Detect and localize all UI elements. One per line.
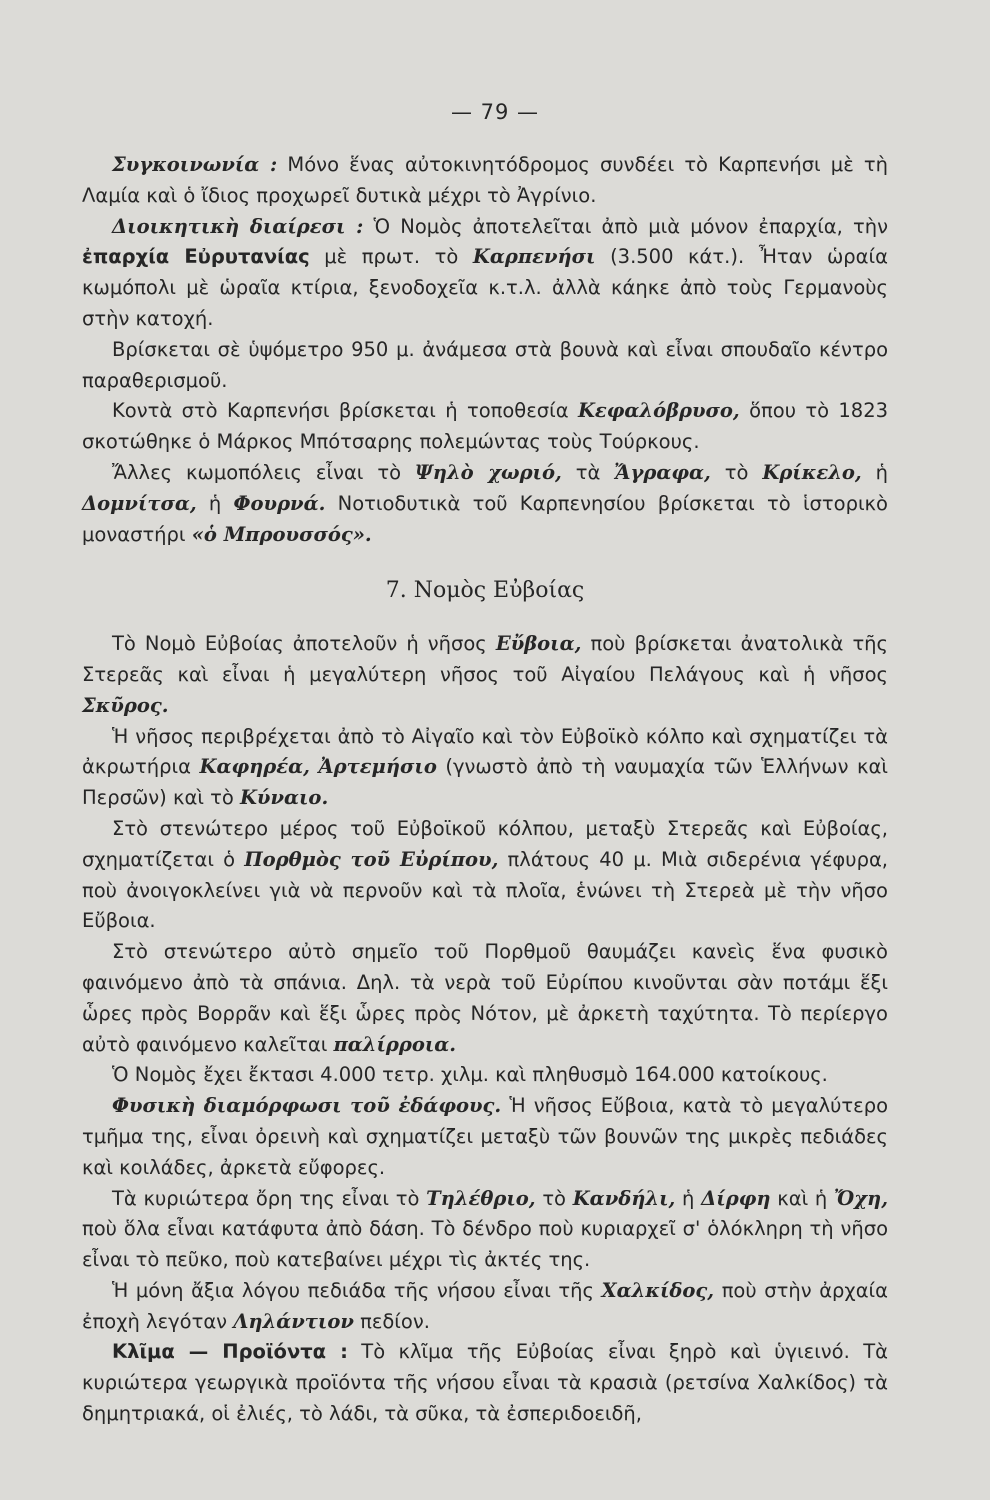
- page-body: [82, 150, 888, 1430]
- emphasis: Κύναιο.: [239, 786, 329, 810]
- emphasis: Δίρφη: [701, 1186, 771, 1210]
- text: ἡ: [196, 491, 234, 515]
- emphasis: Κανδήλι,: [572, 1186, 676, 1210]
- text: Τὰ κυριώτερα ὄρη της εἶναι τὸ: [112, 1186, 427, 1210]
- emphasis: Χαλκίδος,: [601, 1278, 715, 1302]
- text: Στὸ στενώτερο αὐτὸ σημεῖο τοῦ Πορθμοῦ θαυμάζει κανεὶς ἕνα φυσικὸ φαινόμενο ἀπὸ τὰ σπάνια. Δηλ. τὰ νερὰ τοῦ Εὐρίπου κινοῦνται σὰν ποτάμι ἕξι ὧρες πρὸς Βορρᾶν καὶ ἕξι ὧρες πρὸς Νότον, μὲ ἀρκετὴ ταχύτητα. Τὸ περίεργο αὐτὸ φαινόμενο καλεῖται: [82, 940, 888, 1056]
- emphasis: παλίρροια.: [333, 1032, 457, 1056]
- emphasis: Δομνίτσα,: [82, 491, 197, 515]
- text: ὅπου τὸ 1823 σκοτώθηκε ὁ Μάρκος Μπότσαρης πολεμώντας τοὺς Τούρκους.: [82, 399, 889, 454]
- emphasis: Σκῦρος.: [82, 693, 169, 717]
- paragraph-tides: [82, 937, 888, 1060]
- text: ποὺ βρίσκεται ἀνατολικὰ τῆς Στερεᾶς καὶ εἶναι ἡ μεγαλύτερη νῆσος τοῦ Αἰγαίου Πελάγους καὶ ἡ νῆσος: [82, 632, 888, 686]
- paragraph-mountains: [82, 1184, 888, 1276]
- page-number: — 79 —: [450, 100, 540, 124]
- text: πλάτους 40 μ. Μιὰ σιδερένια γέφυρα, ποὺ ἀνοιγοκλείνει γιὰ νὰ περνοῦν καὶ τὰ πλοῖα, ἑνώνει τὴ Στερεὰ μὲ τὴν νῆσο Εὔβοια.: [82, 847, 889, 933]
- emphasis: Ψηλὸ χωριό,: [414, 460, 562, 484]
- text: Ἡ μόνη ἄξια λόγου πεδιάδα τῆς νήσου εἶναι τῆς: [112, 1278, 602, 1302]
- text: ἡ: [861, 460, 888, 484]
- text: Ἄλλες κωμοπόλεις εἶναι τὸ: [112, 460, 415, 484]
- text: (γνωστὸ ἀπὸ τὴ ναυμαχία τῶν Ἑλλήνων καὶ Περσῶν) καὶ τὸ: [82, 755, 888, 810]
- emphasis: «ὁ Μπρουσσός».: [191, 522, 372, 546]
- label-admin-division: Διοικητικὴ διαίρεσι :: [112, 214, 364, 238]
- emphasis: Εὔβοια,: [495, 632, 582, 656]
- text: τὰ: [561, 460, 615, 484]
- paragraph-altitude: Βρίσκεται σὲ ὑψόμετρο 950 μ. ἀνάμεσα στὰ βουνὰ καὶ εἶναι σπουδαῖο κέντρο παραθερισμοῦ.: [82, 337, 888, 392]
- emphasis: Κρίκελο,: [762, 460, 862, 484]
- emphasis: Ὄχη,: [834, 1186, 888, 1210]
- text: Τὸ κλῖμα τῆς Εὐβοίας εἶναι ξηρὸ καὶ ὑγιεινό. Τὰ κυριώτερα γεωργικὰ προϊόντα τῆς νήσου εἶναι τὰ κρασιὰ (ρετσίνα Χαλκίδος) τὰ δημητριακά, οἱ ἐλιές, τὸ λάδι, τὰ σῦκα, τὰ ἐσπεριδοειδῆ,: [82, 1340, 888, 1426]
- emphasis: Καρπενήσι: [472, 245, 596, 269]
- paragraph-euripus: [82, 814, 888, 937]
- text: Μόνο ἕνας αὐτοκινητόδρομος συνδέει τὸ Καρπενήσι μὲ τὴ Λαμία καὶ ὁ ἴδιος προχωρεῖ δυτικὰ μέχρι τὸ Ἀγρίνιο.: [82, 153, 888, 207]
- paragraph-communication: [82, 150, 888, 212]
- text: πεδίον.: [353, 1309, 430, 1333]
- paragraph-capes: [82, 722, 888, 814]
- paragraph-evia-intro: [82, 629, 888, 721]
- emphasis: Φουρνά.: [233, 491, 326, 515]
- paragraph-kefalovryso: [82, 396, 888, 458]
- paragraph-terrain: [82, 1091, 888, 1183]
- text: μὲ πρωτ. τὸ: [309, 245, 473, 269]
- text: Ὁ Νομὸς ἀποτελεῖται ἀπὸ μιὰ μόνον ἐπαρχία, τὴν: [363, 214, 888, 238]
- text: ποὺ στὴν ἀρχαία ἐποχὴ λεγόταν: [82, 1278, 889, 1333]
- paragraph-admin-division: [82, 212, 888, 335]
- paragraph-area-population: Ὁ Νομὸς ἔχει ἔκτασι 4.000 τετρ. χιλμ. καὶ πληθυσμὸ 164.000 κατοίκους.: [112, 1063, 828, 1087]
- paragraph-climate-products: [82, 1337, 888, 1429]
- paragraph-towns: [82, 458, 888, 550]
- emphasis: Ἄγραφα,: [614, 460, 711, 484]
- emphasis: Πορθμὸς τοῦ Εὐρίπου,: [244, 847, 499, 871]
- text: ποὺ ὅλα εἶναι κατάφυτα ἀπὸ δάση. Τὸ δένδρο ποὺ κυριαρχεῖ σ' ὁλόκληρη τὴ νῆσο εἶναι τὸ πεῦκο, ποὺ κατεβαίνει μέχρι τὶς ἀκτές της.: [82, 1217, 888, 1272]
- label-climate: Κλῖμα — Προϊόντα :: [112, 1340, 348, 1364]
- emphasis: Καφηρέα,: [199, 755, 310, 779]
- text: (3.500 κάτ.). Ἦταν ὡραία κωμόπολι μὲ ὡραῖα κτίρια, ξενοδοχεῖα κ.τ.λ. ἀλλὰ κάηκε ἀπὸ τοὺς Γερμανοὺς στὴν κατοχή.: [82, 245, 888, 330]
- paragraph-plain: [82, 1276, 888, 1338]
- text: Νοτιοδυτικὰ τοῦ Καρπενησίου βρίσκεται τὸ ἱστορικὸ μοναστήρι: [82, 491, 888, 546]
- text: Κοντὰ στὸ Καρπενήσι βρίσκεται ἡ τοποθεσία: [112, 399, 578, 423]
- text: καὶ ἡ: [770, 1186, 835, 1210]
- label-communication: Συγκοινωνία :: [112, 153, 278, 176]
- text: ἡ: [675, 1186, 702, 1210]
- emphasis: Ληλάντιον: [233, 1309, 354, 1333]
- text: Ἡ νῆσος περιβρέχεται ἀπὸ τὸ Αἰγαῖο καὶ τὸν Εὐβοϊκὸ κόλπο καὶ σχηματίζει τὰ ἀκρωτήρια: [82, 724, 888, 779]
- emphasis: Κεφαλόβρυσο,: [577, 399, 740, 423]
- emphasis: Τηλέθριο,: [426, 1186, 536, 1210]
- label-terrain: Φυσικὴ διαμόρφωσι τοῦ ἐδάφους.: [112, 1094, 502, 1118]
- emphasis: Ἀρτεμήσιο: [318, 755, 437, 779]
- text: Στὸ στενώτερο μέρος τοῦ Εὐβοϊκοῦ κόλπου, μεταξὺ Στερεᾶς καὶ Εὐβοίας, σχηματίζεται ὁ: [82, 816, 888, 871]
- text: τὸ: [535, 1186, 573, 1210]
- emphasis: ἐπαρχία Εὐρυτανίας: [82, 245, 310, 269]
- section-title: 7. Νομὸς Εὐβοίας: [385, 578, 585, 604]
- text: τὸ: [710, 460, 763, 484]
- text: Ἡ νῆσος Εὔβοια, κατὰ τὸ μεγαλύτερο τμῆμα της, εἶναι ὀρεινὴ καὶ σχηματίζει μεταξὺ τῶν βουνῶν της μικρὲς πεδιάδες καὶ κοιλάδες, ἀρκετὰ εὔφορες.: [82, 1094, 888, 1179]
- text: Τὸ Νομὸ Εὐβοίας ἀποτελοῦν ἡ νῆσος: [112, 632, 496, 656]
